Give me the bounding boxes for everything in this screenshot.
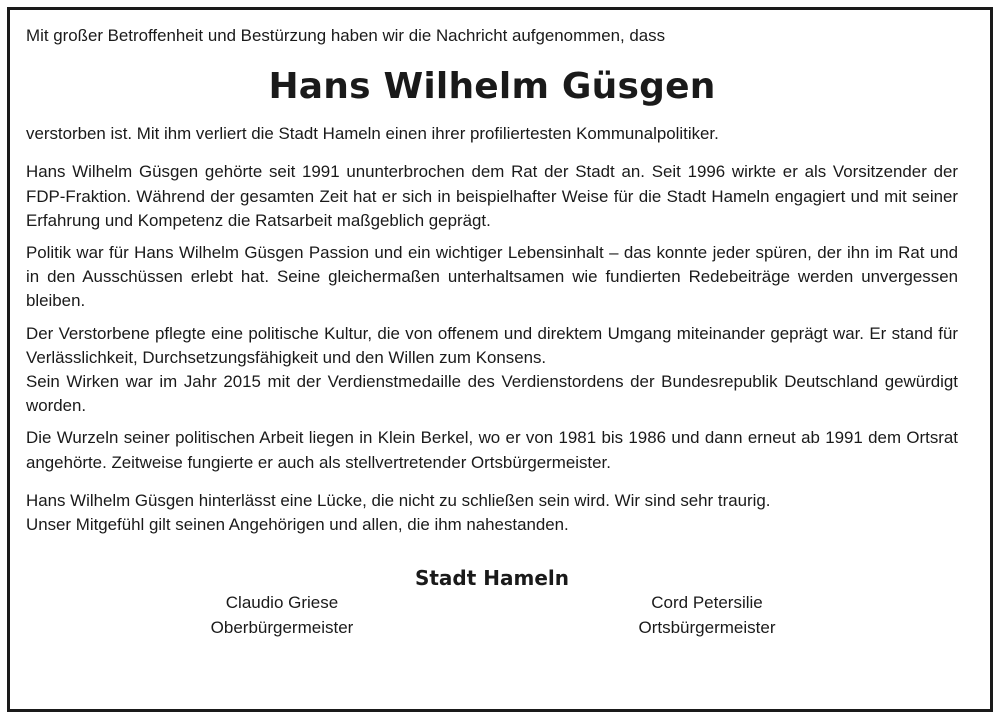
signature-block [26, 591, 958, 647]
continuation-text: verstorben ist. Mit ihm verliert die Stadt Hameln einen ihrer profiliertesten Kommunalpolitiker. [26, 124, 719, 144]
signatory-name: Claudio Griese [225, 593, 339, 613]
paragraph-career: Hans Wilhelm Güsgen gehörte seit 1991 ununterbrochen dem Rat der Stadt an. Seit 1996 wirkte er als Vorsitzender der FDP-Fraktion. Während der gesamten Zeit hat er sich in beispielhafter Weise für die Stadt Hameln engagiert und mit seiner Erfahrung und Kompetenz die Ratsarbeit maßgeblich geprägt. [26, 162, 958, 230]
signatory-right [577, 591, 837, 640]
signatory-name: Cord Petersilie [651, 593, 763, 613]
deceased-name: Hans Wilhelm Güsgen [268, 66, 716, 108]
obituary-notice [26, 24, 958, 647]
paragraph-award: Sein Wirken war im Jahr 2015 mit der Verdienstmedaille des Verdienstordens der Bundesrepublik Deutschland gewürdigt worden. [26, 372, 958, 416]
signatory-left [152, 591, 412, 640]
organization-name: Stadt Hameln [414, 566, 570, 591]
signatory-role: Ortsbürgermeister [638, 617, 776, 637]
paragraph-passion: Politik war für Hans Wilhelm Güsgen Passion und ein wichtiger Lebensinhalt – das konnte jeder spüren, der ihn im Rat und in den Ausschüssen erlebt hat. Seine gleichermaßen unterhaltsamen wie fundierten Redebeiträge werden unvergessen bleiben. [26, 243, 958, 311]
paragraph-condolence: Unser Mitgefühl gilt seinen Angehörigen und allen, die ihm nahestanden. [26, 515, 569, 535]
paragraph-loss: Hans Wilhelm Güsgen hinterlässt eine Lücke, die nicht zu schließen sein wird. Wir sind sehr traurig. [26, 490, 771, 510]
paragraph-roots: Die Wurzeln seiner politischen Arbeit liegen in Klein Berkel, wo er von 1981 bis 1986 und dann erneut ab 1991 dem Ortsrat angehörte. Zeitweise fungierte er auch als stellvertretender Ortsbürgermeister. [26, 428, 958, 472]
paragraph-culture: Der Verstorbene pflegte eine politische Kultur, die von offenem und direktem Umgang miteinander geprägt war. Er stand für Verlässlichkeit, Durchsetzungsfähigkeit und den Willen zum Konsens. [26, 323, 958, 367]
signatory-role: Oberbürgermeister [210, 617, 354, 637]
intro-text: Mit großer Betroffenheit und Bestürzung haben wir die Nachricht aufgenommen, dass [26, 26, 666, 45]
